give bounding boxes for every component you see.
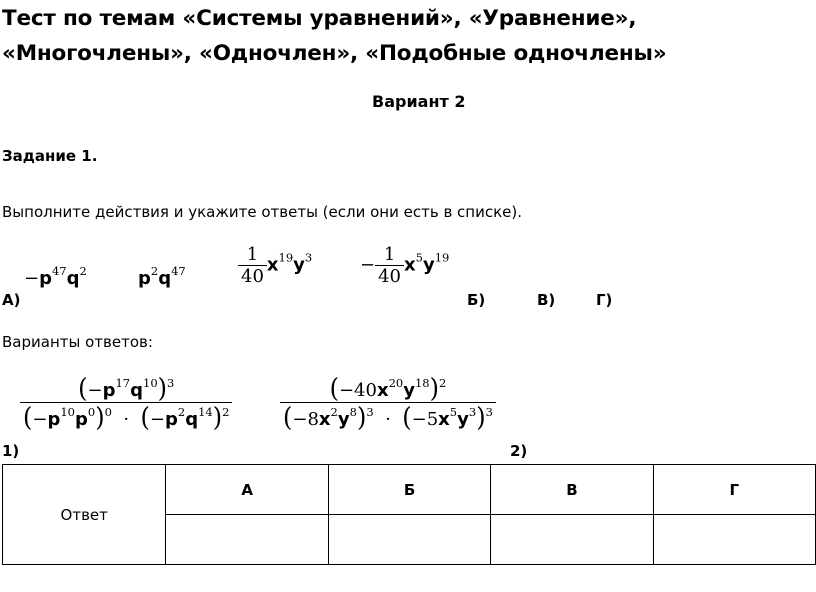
answers-label: Варианты ответов: [2, 333, 153, 351]
expression-1-number: 1) [2, 442, 20, 460]
option-g-letter: Г) [596, 291, 613, 309]
answer-column-a: А [166, 465, 328, 515]
task-instruction: Выполните действия и укажите ответы (если они есть в списке). [2, 203, 523, 221]
answer-column-g: Г [653, 465, 815, 515]
option-b-expression: $p^2q^{47}$ [138, 264, 186, 289]
answer-cell-a[interactable] [166, 515, 328, 565]
page-title-line1: Тест по темам «Системы уравнений», «Уравнение», [2, 6, 637, 31]
option-a-expression: $-p^{47}q^2$ [24, 264, 87, 289]
answer-table [2, 464, 816, 565]
variant-label: Вариант 2 [372, 92, 466, 111]
option-v-expression: $\frac{1}{40}$ $x^{19}y^3$ [238, 244, 312, 287]
answer-row-label: Ответ [3, 465, 166, 565]
answer-column-b: Б [328, 465, 490, 515]
option-b-letter: Б) [467, 291, 486, 309]
answer-column-v: В [491, 465, 653, 515]
answer-cell-b[interactable] [328, 515, 490, 565]
expression-2: $\frac{(-40x^{20}y^{18})^2}{(-8x^2y^8)^3 \cdot (-5x^5y^3)^3}$ [280, 374, 496, 431]
option-v-letter: В) [537, 291, 556, 309]
answer-cell-g[interactable] [653, 515, 815, 565]
task-heading: Задание 1. [2, 147, 98, 165]
page-title-line2: «Многочлены», «Одночлен», «Подобные одночлены» [2, 41, 667, 66]
expression-2-number: 2) [510, 442, 528, 460]
expression-1: $\frac{(-p^{17}q^{10})^3}{(-p^{10}p^0)^0 \cdot (-p^2q^{14})^2}$ [20, 374, 232, 431]
answer-cell-v[interactable] [491, 515, 653, 565]
option-g-expression: − $\frac{1}{40}$ $x^5y^{19}$ [360, 244, 450, 287]
option-a-letter: А) [2, 291, 21, 309]
